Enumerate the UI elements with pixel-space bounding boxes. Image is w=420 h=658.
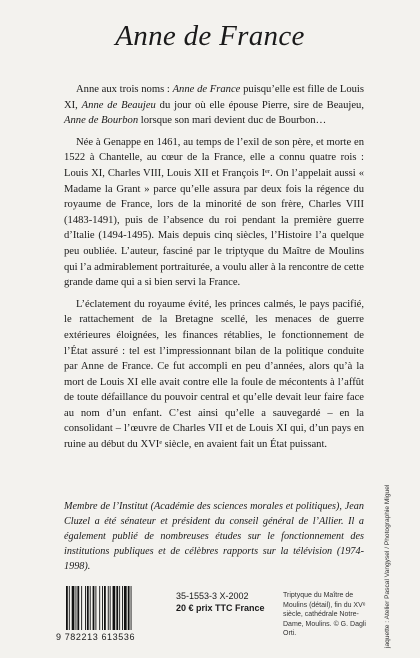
book-title: Anne de France [115, 20, 305, 52]
blurb-p1-run-4: du jour où elle épouse Pierre, sire de Beaujeu, [155, 99, 364, 111]
barcode-digits: 9 782213 613536 [56, 632, 136, 642]
isbn-block [176, 590, 265, 614]
blurb-p1-run-6: lorsque son mari devient duc de Bourbon… [138, 115, 327, 127]
blurb-p1-run-0: Anne aux trois noms : [76, 84, 173, 95]
blurb-p1-run-1: Anne de France [172, 84, 241, 95]
blurb-paragraph-3: L’éclatement du royaume évité, les princes calmés, le pays pacifié, le rattachement de la Bretagne scellé, les menaces de guerre extérieures éloignées, les finances rétablies, le fonctionnement de l’État assuré : tel est l’impressionnant bilan de la politique conduite par Anne de France. Ce fut accompli en peu d’années, alors qu’à la mort de Louis XI elle avait contre elle la foule de mécontents à l’affût de toute défaillance du pouvoir central et qu’elle devait leur faire face au nom d’un enfant. C’est ainsi qu’elle a sauvegardé – en la consolidant – l’œuvre de Charles VII et de Louis XI qui, d’un pays en ruine au début du XVIᵉ siècle, en avaient fait un État puissant. [64, 298, 364, 451]
barcode-icon [64, 586, 156, 630]
price-line: 20 € prix TTC France [176, 603, 265, 613]
author-bio: Membre de l’Institut (Académie des sciences morales et politiques), Jean Cluzel a été sénateur et président du conseil général de l’Allier. Il a également publié de nombreuses études sur le fonctionnement des institutions publiques et de célèbres rapports sur la télévision (1974-1998). [64, 501, 364, 572]
blurb-paragraph-1 [64, 82, 364, 129]
cover-credit: jaquette : Atelier Pascal Vangysel / Photographie Miguel [384, 484, 391, 648]
blurb-p1-run-2: puisqu’elle est fille de Louis XI, [64, 84, 364, 111]
blurb-p1-run-5: Anne de Bourbon [64, 115, 139, 127]
blurb-p1-run-3: Anne de Beaujeu [81, 99, 156, 111]
image-credit: Triptyque du Maître de Moulins (détail), fin du XVᵉ siècle, cathédrale Notre-Dame, Moulins. © G. Dagli Orti. [283, 592, 366, 637]
blurb-body [64, 82, 364, 453]
isbn-line: 35-1553-3 X-2002 [176, 591, 249, 601]
blurb-paragraph-2: Née à Genappe en 1461, au temps de l’exil de son père, et morte en 1522 à Chantelle, au cœur de la France, elle a connu quatre rois : Louis XI, Charles VIII, Louis XII et François Iᵉʳ. On l’appelait aussi « Madame la Grant » parce qu’elle assura par deux fois la régence du royaume de France, lors de la minorité de son frère, Charles VIII (1483-1491), puis de l’absence du roi pendant la première guerre d’Italie (1494-1495). Mais depuis cinq siècles, l’Histoire l’a quelque peu oubliée. L’auteur, fasciné par le triptyque du Maître de Moulins qui l’a admirablement portraiturée, a voulu aller à la rencontre de cette grande dame qui a si bien servi la France. [64, 136, 364, 289]
